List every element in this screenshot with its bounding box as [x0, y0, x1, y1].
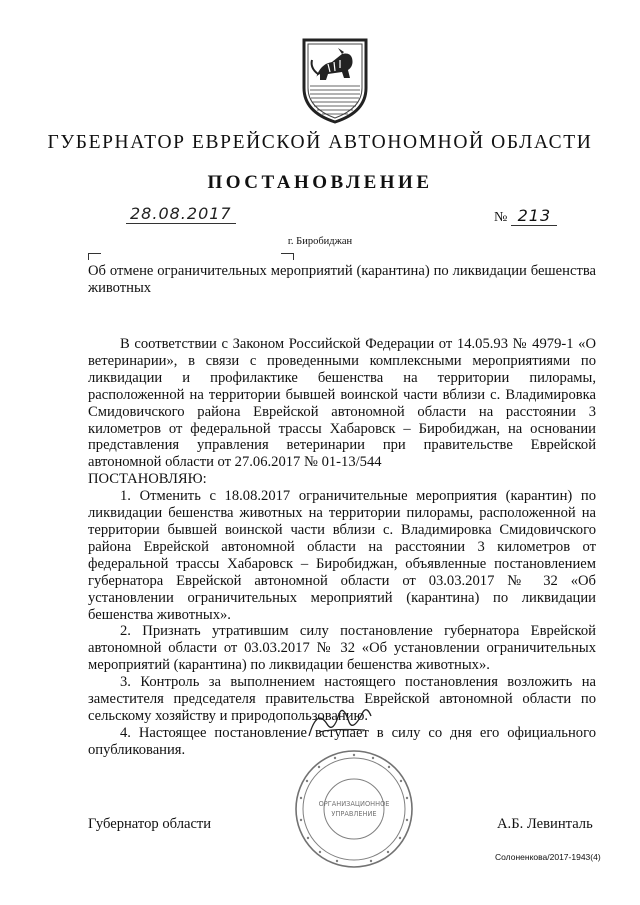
city-label: г. Биробиджан — [287, 236, 353, 247]
decree-item-1: 1. Отменить с 18.08.2017 ограничительные мероприятия (карантин) по ликвидации бешенства животных на территории пилорамы, расположенной на территории бывшей воинской части вблизи с. Владимировка Смидовичского района Еврейской автономной области на расстоянии 3 километров от федеральной трассы Хабаровск – Биробиджан, объявленные постановлением губернатора Еврейской автономной области от 03.03.2017 № 32 «Об установлении ограничительных мероприятий (карантина) по ликвидации бешенства животных». — [88, 488, 596, 623]
decree-item-3: 3. Контроль за выполнением настоящего постановления возложить на заместителя председателя правительства Еврейской автономной области по сельскому хозяйству и природопользованию. — [88, 674, 596, 724]
issuing-authority: ГУБЕРНАТОР ЕВРЕЙСКОЙ АВТОНОМНОЙ ОБЛАСТИ — [47, 132, 593, 153]
preamble-paragraph: В соответствии с Законом Российской Федерации от 14.05.93 № 4979-1 «О ветеринарии», в связи с проведенными комплексными мероприятиями по ликвидации и профилактике бешенства на территории пилорамы, расположенной на территории бывшей воинской части вблизи с. Владимировка Смидовичского района Еврейской автономной области на расстоянии 3 километров от федеральной трассы Хабаровск – Биробиджан, на основании представления управления ветеринарии при правительстве Еврейской автономной области от 27.06.2017 № 01-13/544 — [88, 336, 596, 471]
number-sign: № — [494, 210, 508, 225]
subject-corner-right — [281, 253, 294, 260]
decree-item-4: 4. Настоящее постановление вступает в силу со дня его официального опубликования. — [88, 724, 596, 758]
stamp-text-line-2: УПРАВЛЕНИЕ — [331, 810, 377, 818]
official-seal-stamp — [293, 748, 415, 870]
document-number — [494, 206, 557, 226]
signatory-title: Губернатор области — [88, 816, 212, 832]
decree-item-2: 2. Признать утратившим силу постановление губернатора Еврейской автономной области от 03.03.2017 № 32 «Об установлении ограничительных мероприятий (карантина) по ликвидации бешенства животных». — [88, 623, 596, 674]
document-subject: Об отмене ограничительных мероприятий (карантина) по ликвидации бешенства животных — [88, 263, 596, 296]
subject-corner-left — [88, 253, 101, 260]
signatory-name: А.Б. Левинталь — [497, 816, 593, 832]
number-value: 213 — [511, 206, 557, 226]
decree-word: ПОСТАНОВЛЯЮ: — [88, 471, 207, 488]
document-type: ПОСТАНОВЛЕНИЕ — [207, 172, 433, 193]
document-date: 28.08.2017 — [126, 204, 236, 224]
document-body — [88, 336, 596, 759]
handwritten-signature — [305, 702, 375, 742]
stamp-text-line-1: ОРГАНИЗАЦИОННОЕ — [318, 800, 390, 808]
coat-of-arms-icon — [298, 38, 372, 124]
executor-note: Солоненкова/2017-1943(4) — [495, 852, 601, 862]
